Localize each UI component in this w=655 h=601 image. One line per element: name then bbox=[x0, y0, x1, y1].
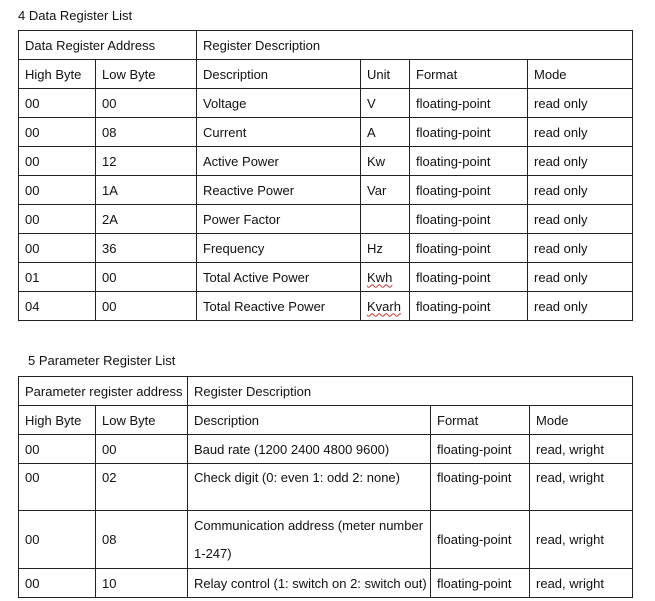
description-cell: Reactive Power bbox=[197, 176, 361, 205]
mode-cell: read only bbox=[528, 147, 633, 176]
table-row bbox=[19, 263, 633, 292]
high-byte-cell: 00 bbox=[19, 435, 96, 464]
high-byte-cell: 00 bbox=[19, 234, 96, 263]
format-cell: floating-point bbox=[431, 464, 530, 511]
column-header: High Byte bbox=[19, 406, 96, 435]
format-cell: floating-point bbox=[410, 89, 528, 118]
format-cell: floating-point bbox=[410, 205, 528, 234]
unit-text: Kvarh bbox=[367, 298, 401, 314]
format-cell: floating-point bbox=[431, 435, 530, 464]
table-column-header-row bbox=[19, 406, 633, 435]
address-group-header: Parameter register address bbox=[19, 377, 188, 406]
high-byte-cell: 00 bbox=[19, 205, 96, 234]
table-row bbox=[19, 147, 633, 176]
high-byte-cell: 00 bbox=[19, 511, 96, 569]
low-byte-cell: 00 bbox=[96, 435, 188, 464]
unit-text: Kwh bbox=[367, 269, 393, 285]
format-cell: floating-point bbox=[410, 292, 528, 321]
description-cell: Total Active Power bbox=[197, 263, 361, 292]
low-byte-cell: 08 bbox=[96, 118, 197, 147]
format-cell: floating-point bbox=[431, 569, 530, 598]
unit-cell bbox=[361, 205, 410, 234]
description-cell: Relay control (1: switch on 2: switch out) bbox=[188, 569, 431, 598]
column-header: Low Byte bbox=[96, 406, 188, 435]
low-byte-cell: 08 bbox=[96, 511, 188, 569]
mode-cell: read, wright bbox=[530, 464, 633, 511]
parameter-register-table bbox=[18, 376, 633, 598]
unit-cell: Kw bbox=[361, 147, 410, 176]
description-cell: Total Reactive Power bbox=[197, 292, 361, 321]
low-byte-cell: 00 bbox=[96, 292, 197, 321]
mode-cell: read, wright bbox=[530, 569, 633, 598]
high-byte-cell: 01 bbox=[19, 263, 96, 292]
table-row bbox=[19, 435, 633, 464]
unit-cell bbox=[361, 292, 410, 321]
table-column-header-row bbox=[19, 60, 633, 89]
address-group-header: Data Register Address bbox=[19, 31, 197, 60]
mode-cell: read only bbox=[528, 292, 633, 321]
high-byte-cell: 00 bbox=[19, 569, 96, 598]
table-row bbox=[19, 205, 633, 234]
high-byte-cell: 00 bbox=[19, 89, 96, 118]
description-cell: Power Factor bbox=[197, 205, 361, 234]
table-row bbox=[19, 176, 633, 205]
high-byte-cell: 00 bbox=[19, 464, 96, 511]
mode-cell: read, wright bbox=[530, 511, 633, 569]
description-cell: Current bbox=[197, 118, 361, 147]
table-row bbox=[19, 234, 633, 263]
unit-cell: V bbox=[361, 89, 410, 118]
table-row bbox=[19, 511, 633, 569]
column-header: Low Byte bbox=[96, 60, 197, 89]
high-byte-cell: 00 bbox=[19, 118, 96, 147]
description-cell: Active Power bbox=[197, 147, 361, 176]
table-group-header-row bbox=[19, 31, 633, 60]
low-byte-cell: 36 bbox=[96, 234, 197, 263]
format-cell: floating-point bbox=[410, 234, 528, 263]
table-row bbox=[19, 89, 633, 118]
format-cell: floating-point bbox=[410, 118, 528, 147]
table-row bbox=[19, 118, 633, 147]
table-row bbox=[19, 292, 633, 321]
low-byte-cell: 02 bbox=[96, 464, 188, 511]
column-header: Format bbox=[410, 60, 528, 89]
high-byte-cell: 04 bbox=[19, 292, 96, 321]
description-group-header: Register Description bbox=[188, 377, 633, 406]
low-byte-cell: 00 bbox=[96, 89, 197, 118]
data-register-table bbox=[18, 30, 633, 321]
high-byte-cell: 00 bbox=[19, 147, 96, 176]
parameter-register-heading: 5 Parameter Register List bbox=[28, 353, 176, 368]
mode-cell: read, wright bbox=[530, 435, 633, 464]
mode-cell: read only bbox=[528, 263, 633, 292]
description-cell: Voltage bbox=[197, 89, 361, 118]
unit-cell bbox=[361, 263, 410, 292]
format-cell: floating-point bbox=[410, 176, 528, 205]
mode-cell: read only bbox=[528, 176, 633, 205]
description-cell: Frequency bbox=[197, 234, 361, 263]
mode-cell: read only bbox=[528, 205, 633, 234]
table-row bbox=[19, 569, 633, 598]
column-header: Mode bbox=[528, 60, 633, 89]
table-row bbox=[19, 464, 633, 511]
column-header: Mode bbox=[530, 406, 633, 435]
unit-cell: Var bbox=[361, 176, 410, 205]
mode-cell: read only bbox=[528, 89, 633, 118]
format-cell: floating-point bbox=[431, 511, 530, 569]
column-header: Description bbox=[188, 406, 431, 435]
column-header: Unit bbox=[361, 60, 410, 89]
column-header: Format bbox=[431, 406, 530, 435]
mode-cell: read only bbox=[528, 234, 633, 263]
low-byte-cell: 2A bbox=[96, 205, 197, 234]
column-header: Description bbox=[197, 60, 361, 89]
description-cell: Check digit (0: even 1: odd 2: none) bbox=[188, 464, 431, 511]
unit-cell: A bbox=[361, 118, 410, 147]
column-header: High Byte bbox=[19, 60, 96, 89]
format-cell: floating-point bbox=[410, 263, 528, 292]
format-cell: floating-point bbox=[410, 147, 528, 176]
low-byte-cell: 00 bbox=[96, 263, 197, 292]
mode-cell: read only bbox=[528, 118, 633, 147]
low-byte-cell: 1A bbox=[96, 176, 197, 205]
description-group-header: Register Description bbox=[197, 31, 633, 60]
table-group-header-row bbox=[19, 377, 633, 406]
data-register-heading: 4 Data Register List bbox=[18, 8, 133, 23]
high-byte-cell: 00 bbox=[19, 176, 96, 205]
description-cell: Baud rate (1200 2400 4800 9600) bbox=[188, 435, 431, 464]
low-byte-cell: 10 bbox=[96, 569, 188, 598]
low-byte-cell: 12 bbox=[96, 147, 197, 176]
description-cell: Communication address (meter number 1-247) bbox=[188, 511, 431, 569]
unit-cell: Hz bbox=[361, 234, 410, 263]
